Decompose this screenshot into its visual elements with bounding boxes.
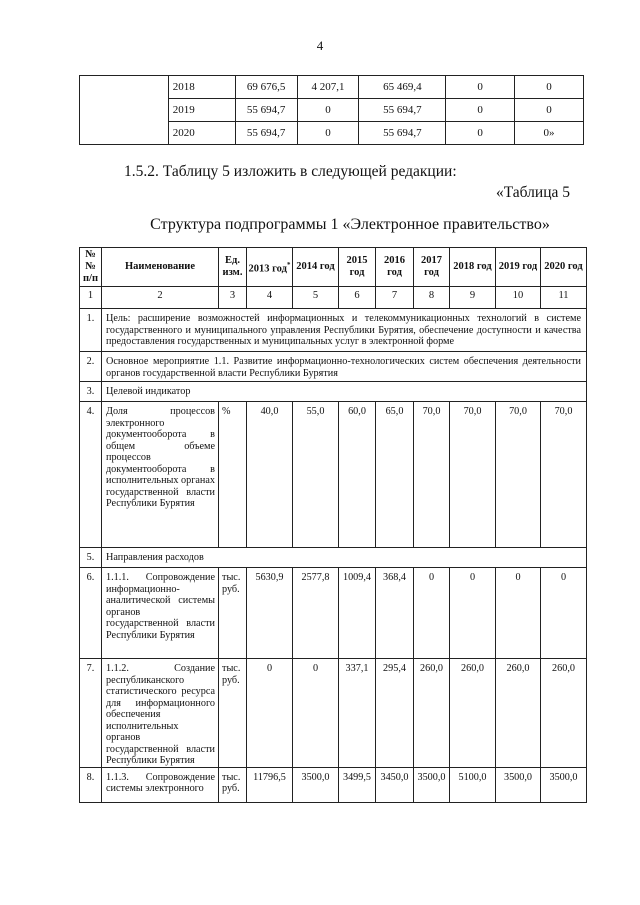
header-name: Наименование <box>102 248 219 287</box>
value-cell: 55 694,7 <box>235 99 297 122</box>
expense-name: 1.1.2. Создание республиканского статистического ресурса для информационного обеспечения исполнительных органов государственной власти Республики Бурятия <box>102 659 219 768</box>
table-row <box>80 76 584 99</box>
value-cell: 55 694,7 <box>359 99 446 122</box>
value-cell: 260,0 <box>450 659 496 768</box>
column-number: 8 <box>414 287 450 309</box>
table-title: Структура подпрограммы 1 «Электронное правительство» <box>150 216 550 233</box>
value-cell: 3499,5 <box>339 767 376 802</box>
value-cell: 0 <box>450 568 496 659</box>
value-cell: 3500,0 <box>414 767 450 802</box>
header-2018: 2018 год <box>450 248 496 287</box>
main-activity-text: Основное мероприятие 1.1. Развитие информационно-технологических систем обеспечения деятельности органов государственной власти Республики Бурятия <box>102 352 587 382</box>
unit-cell: % <box>219 402 247 548</box>
header-num: №№ п/п <box>80 248 102 287</box>
unit-cell: тыс. руб. <box>219 659 247 768</box>
row-number: 3. <box>80 382 102 402</box>
table-row <box>80 352 587 382</box>
row-number: 7. <box>80 659 102 768</box>
column-number: 6 <box>339 287 376 309</box>
table-row <box>80 309 587 352</box>
header-2015: 2015 год <box>339 248 376 287</box>
goal-text: Цель: расширение возможностей информационных и телекоммуникационных технологий в системе государственного и муниципального управления Республики Бурятия, обеспечение доступности и качества предоставления государственных и муниципальных услуг в электронной форме <box>102 309 587 352</box>
value-cell: 2577,8 <box>293 568 339 659</box>
value-cell: 70,0 <box>541 402 587 548</box>
value-cell: 0 <box>541 568 587 659</box>
page-number: 4 <box>316 38 324 53</box>
value-cell: 70,0 <box>450 402 496 548</box>
value-cell: 0 <box>293 659 339 768</box>
row-number: 5. <box>80 548 102 568</box>
table-reference: «Таблица 5 <box>495 184 570 201</box>
header-2016: 2016 год <box>376 248 414 287</box>
value-cell: 55 694,7 <box>359 122 446 145</box>
merged-blank-cell <box>80 76 169 145</box>
value-cell: 65 469,4 <box>359 76 446 99</box>
value-cell: 0 <box>496 568 541 659</box>
value-cell: 1009,4 <box>339 568 376 659</box>
value-cell: 0 <box>515 76 584 99</box>
column-number: 11 <box>541 287 587 309</box>
value-cell: 40,0 <box>247 402 293 548</box>
value-cell: 69 676,5 <box>235 76 297 99</box>
expenses-label: Направления расходов <box>102 548 587 568</box>
value-cell: 0 <box>446 99 515 122</box>
table-row <box>80 548 587 568</box>
table-row <box>80 402 587 548</box>
header-2014: 2014 год <box>293 248 339 287</box>
year-cell: 2018 <box>168 76 235 99</box>
value-cell: 0 <box>446 122 515 145</box>
value-cell: 5630,9 <box>247 568 293 659</box>
row-number: 4. <box>80 402 102 548</box>
column-number: 10 <box>496 287 541 309</box>
header-2017: 2017 год <box>414 248 450 287</box>
column-number: 1 <box>80 287 102 309</box>
table-row <box>80 568 587 659</box>
value-cell: 0 <box>247 659 293 768</box>
column-number: 7 <box>376 287 414 309</box>
column-number: 3 <box>219 287 247 309</box>
column-number: 9 <box>450 287 496 309</box>
value-cell: 70,0 <box>414 402 450 548</box>
subprogram-structure-table <box>79 247 587 803</box>
value-cell: 0 <box>297 99 359 122</box>
value-cell: 260,0 <box>414 659 450 768</box>
value-cell: 3500,0 <box>541 767 587 802</box>
section-heading: 1.5.2. Таблицу 5 изложить в следующей редакции: <box>124 163 457 180</box>
column-number-row <box>80 287 587 309</box>
year-cell: 2019 <box>168 99 235 122</box>
header-2019: 2019 год <box>496 248 541 287</box>
column-number: 2 <box>102 287 219 309</box>
unit-cell: тыс. руб. <box>219 568 247 659</box>
column-number: 5 <box>293 287 339 309</box>
table-row <box>80 659 587 768</box>
value-cell: 0 <box>515 99 584 122</box>
value-cell: 55 694,7 <box>235 122 297 145</box>
indicator-name: Доля процессов электронного документооборота в общем объеме процессов документооборота в исполнительных органах государственной власти Республики Бурятия <box>102 402 219 548</box>
value-cell: 55,0 <box>293 402 339 548</box>
value-cell: 368,4 <box>376 568 414 659</box>
table-row <box>80 382 587 402</box>
value-cell: 3450,0 <box>376 767 414 802</box>
value-cell: 70,0 <box>496 402 541 548</box>
expense-name: 1.1.1. Сопровождение информационно-аналитической системы органов государственной власти Республики Бурятия <box>102 568 219 659</box>
value-cell: 5100,0 <box>450 767 496 802</box>
indicator-label: Целевой индикатор <box>102 382 587 402</box>
value-cell: 60,0 <box>339 402 376 548</box>
value-cell: 11796,5 <box>247 767 293 802</box>
row-number: 6. <box>80 568 102 659</box>
value-cell: 0 <box>297 122 359 145</box>
expense-name: 1.1.3. Сопровождение системы электронного <box>102 767 219 802</box>
value-cell: 337,1 <box>339 659 376 768</box>
header-unit: Ед. изм. <box>219 248 247 287</box>
year-cell: 2020 <box>168 122 235 145</box>
funding-table-continuation <box>79 75 584 145</box>
header-2013: 2013 год* <box>247 248 293 287</box>
value-cell: 0 <box>446 76 515 99</box>
column-number: 4 <box>247 287 293 309</box>
value-cell: 65,0 <box>376 402 414 548</box>
row-number: 2. <box>80 352 102 382</box>
row-number: 1. <box>80 309 102 352</box>
value-cell: 4 207,1 <box>297 76 359 99</box>
row-number: 8. <box>80 767 102 802</box>
value-cell: 260,0 <box>541 659 587 768</box>
unit-cell: тыс. руб. <box>219 767 247 802</box>
header-2020: 2020 год <box>541 248 587 287</box>
value-cell: 260,0 <box>496 659 541 768</box>
value-cell: 3500,0 <box>496 767 541 802</box>
value-cell: 3500,0 <box>293 767 339 802</box>
value-cell: 295,4 <box>376 659 414 768</box>
value-cell: 0» <box>515 122 584 145</box>
table-row <box>80 767 587 802</box>
header-row <box>80 248 587 287</box>
value-cell: 0 <box>414 568 450 659</box>
